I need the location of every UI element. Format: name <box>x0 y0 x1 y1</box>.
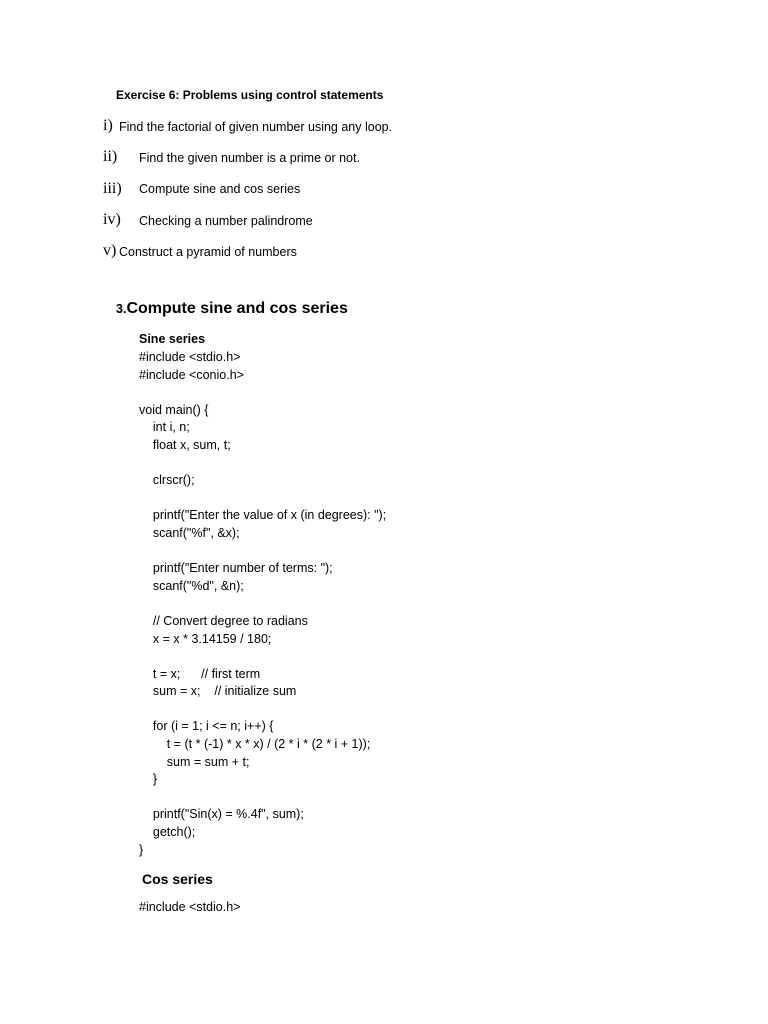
section-title-text: Compute sine and cos series <box>126 300 348 317</box>
problem-2-numeral: ii) <box>103 148 118 165</box>
problem-1-text: Find the factorial of given number using any loop. <box>119 120 393 134</box>
problem-2-text: Find the given number is a prime or not. <box>139 151 360 165</box>
section-heading <box>116 300 348 318</box>
section-number: 3. <box>116 302 127 316</box>
exercise-title: Exercise 6: Problems using control statements <box>116 88 384 102</box>
problem-1-numeral: i) <box>103 117 113 134</box>
problem-5-text: Construct a pyramid of numbers <box>119 245 297 259</box>
sine-series-code: #include <stdio.h> #include <conio.h> void main() { int i, n; float x, sum, t; clrscr(); printf("Enter the value of x (in degrees): "); scanf("%f", &x); printf("Enter number of terms: "); scanf("%d", &n); // Convert degree to radians x = x * 3.14159 / 180; t = x; // first term sum = x; // initialize sum for (i = 1; i <= n; i++) { t = (t * (-1) * x * x) / (2 * i * (2 * i + 1)); sum = sum + t; } printf("Sin(x) = %.4f", sum); getch(); } <box>139 350 387 857</box>
cos-series-code-first-line: #include <stdio.h> <box>139 900 241 914</box>
cos-series-heading: Cos series <box>142 871 213 887</box>
problem-3-numeral: iii) <box>103 180 122 197</box>
problem-3-text: Compute sine and cos series <box>139 182 301 196</box>
problem-4-numeral: iv) <box>103 211 121 228</box>
sine-series-heading: Sine series <box>139 332 206 346</box>
problem-4-text: Checking a number palindrome <box>139 214 313 228</box>
problem-5-numeral: v) <box>103 242 117 259</box>
